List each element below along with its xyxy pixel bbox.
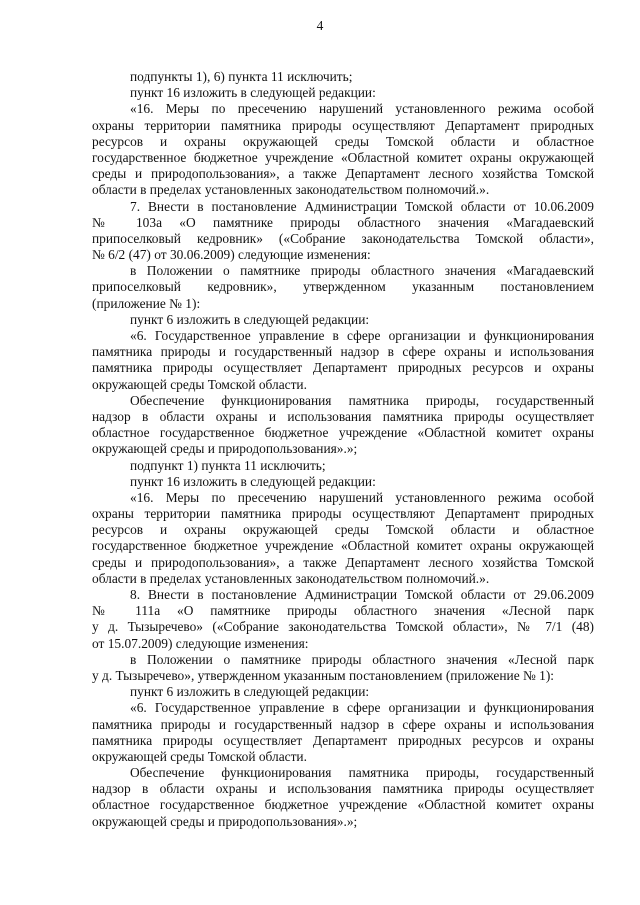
text-line: у д. Тызыречево», утвержденном указанным постановлением (приложение № 1):: [92, 667, 555, 683]
text-line: окружающей среды и природопользования».»;: [92, 813, 358, 829]
paragraph: [92, 474, 594, 490]
text-line: охраны территории памятника природы осуществляют Департамент природных: [92, 506, 594, 522]
paragraph: [92, 765, 594, 830]
text-line: подпункт 1) пункта 11 исключить;: [130, 457, 326, 473]
text-line: № 103а «О памятнике природы областного значения «Магадаевский: [92, 214, 594, 230]
text-line: 7. Внести в постановление Администрации Томской области от 10.06.2009: [130, 198, 594, 214]
document-body: [92, 69, 594, 830]
text-line: памятника природы осуществляет Департамент природных ресурсов и охраны: [92, 732, 594, 748]
paragraph: [92, 312, 594, 328]
text-line: Обеспечение функционирования памятника природы, государственный: [130, 392, 594, 408]
text-line: от 15.07.2009) следующие изменения:: [92, 635, 309, 651]
text-line: Обеспечение функционирования памятника природы, государственный: [130, 765, 594, 781]
text-line: области в пределах установленных законодательством полномочий.».: [92, 570, 490, 586]
paragraph: [92, 199, 594, 264]
text-line: надзор в области охраны и использования памятника природы осуществляет: [92, 408, 594, 424]
text-line: пункт 6 изложить в следующей редакции:: [130, 311, 370, 327]
page-number: 4: [316, 18, 324, 33]
text-line: ресурсов и охраны окружающей среды Томской области и областное: [92, 522, 594, 538]
paragraph: [92, 700, 594, 765]
paragraph: [92, 69, 594, 85]
text-line: подпункты 1), 6) пункта 11 исключить;: [130, 69, 353, 84]
paragraph: [92, 263, 594, 312]
text-line: «16. Меры по пресечению нарушений установленного режима особой: [130, 101, 594, 117]
text-line: окружающей среды и природопользования».»;: [92, 441, 358, 457]
text-line: памятника природы осуществляет Департамент природных ресурсов и охраны: [92, 360, 594, 376]
paragraph: [92, 101, 594, 198]
paragraph: [92, 684, 594, 700]
paragraph: [92, 328, 594, 393]
paragraph: [92, 393, 594, 458]
text-line: № 111а «О памятнике природы областного значения «Лесной парк: [92, 603, 594, 619]
text-line: «6. Государственное управление в сфере организации и функционирования: [130, 328, 594, 343]
text-line: (приложение № 1):: [92, 295, 201, 311]
text-line: «16. Меры по пресечению нарушений установленного режима особой: [130, 489, 594, 505]
text-line: среды и природопользования», а также Департамент лесного хозяйства Томской: [92, 554, 594, 570]
paragraph: [92, 587, 594, 652]
text-line: ресурсов и охраны окружающей среды Томской области и областное: [92, 133, 594, 149]
text-line: надзор в области охраны и использования памятника природы осуществляет: [92, 781, 594, 797]
text-line: государственное бюджетное учреждение «Областной комитет охраны окружающей: [92, 538, 594, 554]
text-line: областное государственное бюджетное учреждение «Областной комитет охраны: [92, 797, 594, 813]
text-line: области в пределах установленных законодательством полномочий.».: [92, 182, 490, 198]
text-line: областное государственное бюджетное учреждение «Областной комитет охраны: [92, 425, 594, 441]
text-line: среды и природопользования», а также Департамент лесного хозяйства Томской: [92, 166, 594, 182]
paragraph: [92, 85, 594, 101]
text-line: памятника природы и государственный надзор в сфере охраны и использования: [92, 344, 594, 360]
text-line: пункт 16 изложить в следующей редакции:: [130, 473, 376, 489]
text-line: припоселковый кедровник», утвержденном указанным постановлением: [92, 279, 594, 295]
paragraph: [92, 652, 594, 684]
paragraph: [92, 458, 594, 474]
paragraph: [92, 490, 594, 587]
text-line: государственное бюджетное учреждение «Областной комитет охраны окружающей: [92, 149, 594, 165]
text-line: № 6/2 (47) от 30.06.2009) следующие изменения:: [92, 247, 371, 263]
text-line: припоселковый кедровник» («Собрание законодательства Томской области»,: [92, 230, 594, 246]
text-line: у д. Тызыречево» («Собрание законодательства Томской области», № 7/1 (48): [92, 619, 594, 635]
text-line: в Положении о памятнике природы областного значения «Магадаевский: [130, 263, 594, 279]
text-line: в Положении о памятнике природы областного значения «Лесной парк: [130, 651, 594, 667]
text-line: памятника природы и государственный надзор в сфере охраны и использования: [92, 716, 594, 732]
text-line: пункт 6 изложить в следующей редакции:: [130, 684, 370, 700]
text-line: окружающей среды Томской области.: [92, 748, 307, 764]
text-line: охраны территории памятника природы осуществляют Департамент природных: [92, 117, 594, 133]
text-line: пункт 16 изложить в следующей редакции:: [130, 85, 376, 101]
text-line: «6. Государственное управление в сфере организации и функционирования: [130, 700, 594, 716]
text-line: 8. Внести в постановление Администрации Томской области от 29.06.2009: [130, 587, 594, 602]
text-line: окружающей среды Томской области.: [92, 376, 307, 392]
